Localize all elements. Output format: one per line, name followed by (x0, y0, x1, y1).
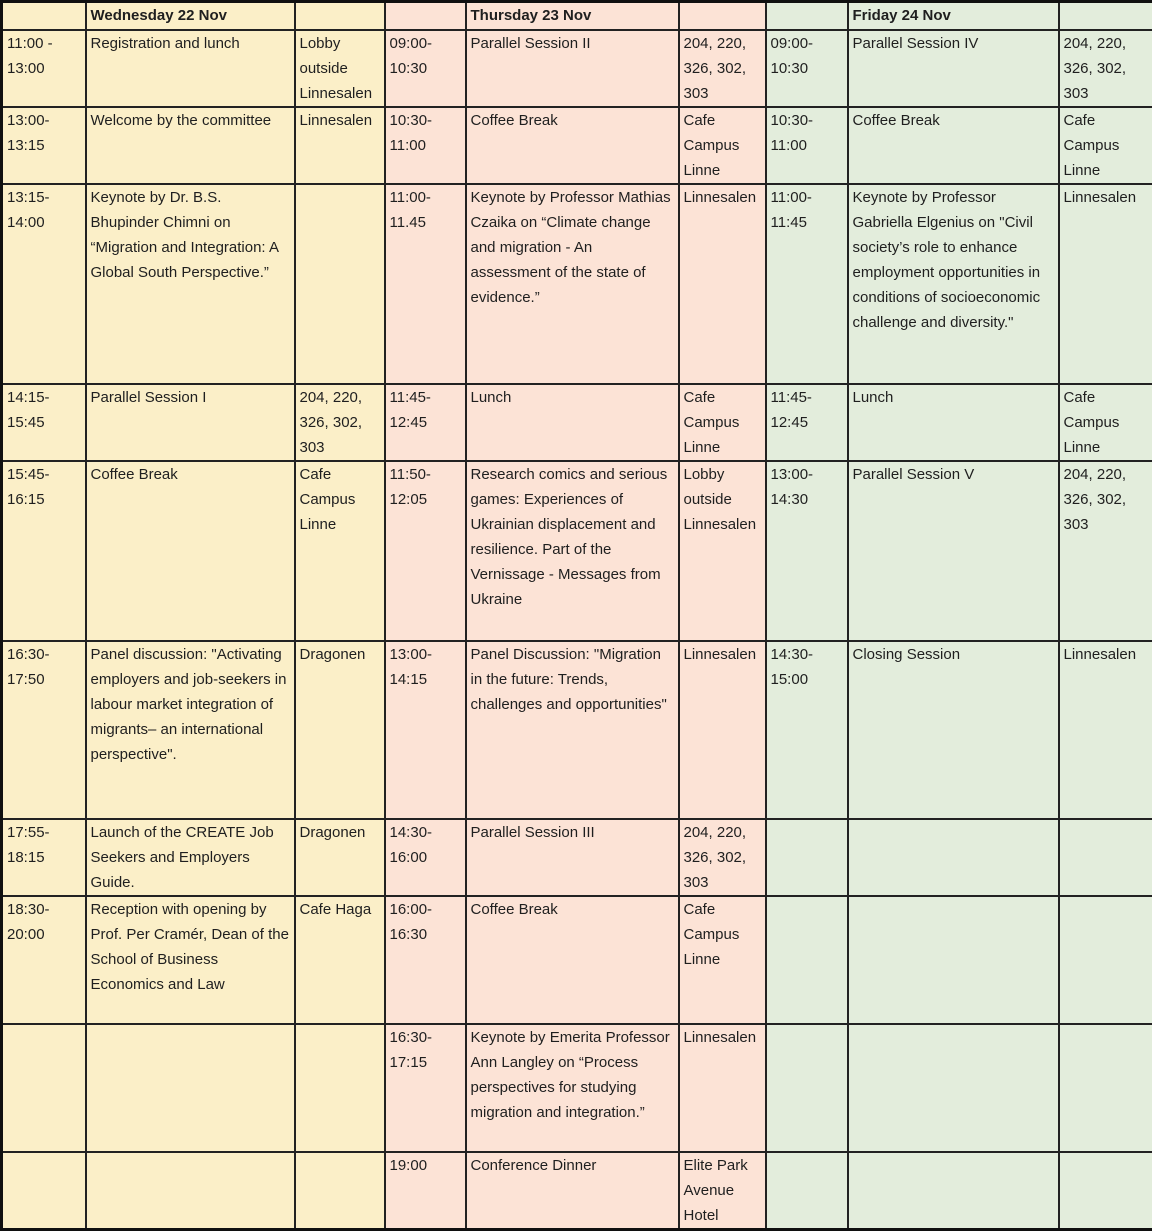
location-cell (295, 1152, 385, 1230)
location-cell (1059, 819, 1152, 896)
time-cell: 17:55-18:15 (2, 819, 86, 896)
schedule-row (2, 896, 1152, 1024)
time-cell: 11:45-12:45 (385, 384, 466, 461)
schedule-row (2, 384, 1152, 461)
location-cell: 204, 220, 326, 302, 303 (295, 384, 385, 461)
location-cell: 204, 220, 326, 302, 303 (1059, 461, 1152, 641)
event-cell: Coffee Break (86, 461, 295, 641)
wednesday-time-header-spacer (2, 2, 86, 30)
time-cell: 16:00-16:30 (385, 896, 466, 1024)
event-cell: Lunch (466, 384, 679, 461)
time-cell: 19:00 (385, 1152, 466, 1230)
event-cell: Lunch (848, 384, 1059, 461)
schedule-row (2, 819, 1152, 896)
event-cell: Panel Discussion: "Migration in the future: Trends, challenges and opportunities" (466, 641, 679, 819)
friday-time-header-spacer (766, 2, 848, 30)
event-cell: Parallel Session I (86, 384, 295, 461)
event-cell: Parallel Session IV (848, 30, 1059, 107)
event-cell: Research comics and serious games: Experiences of Ukrainian displacement and resilience. Part of the Vernissage - Messages from Ukraine (466, 461, 679, 641)
location-cell: Linnesalen (679, 1024, 766, 1152)
location-cell (1059, 896, 1152, 1024)
schedule-row (2, 1024, 1152, 1152)
location-cell (1059, 1152, 1152, 1230)
time-cell: 09:00-10:30 (766, 30, 848, 107)
time-cell (766, 1152, 848, 1230)
location-cell (295, 184, 385, 384)
location-cell (295, 1024, 385, 1152)
time-cell: 11:50-12:05 (385, 461, 466, 641)
day-header-friday: Friday 24 Nov (848, 2, 1059, 30)
time-cell: 11:45-12:45 (766, 384, 848, 461)
header-row (2, 2, 1152, 30)
location-cell: 204, 220, 326, 302, 303 (679, 819, 766, 896)
location-cell: 204, 220, 326, 302, 303 (679, 30, 766, 107)
location-cell: Cafe Haga (295, 896, 385, 1024)
time-cell: 11:00 - 13:00 (2, 30, 86, 107)
event-cell: Coffee Break (466, 107, 679, 184)
time-cell (766, 1024, 848, 1152)
location-cell: Cafe Campus Linne (295, 461, 385, 641)
event-cell: Keynote by Dr. B.S. Bhupinder Chimni on “Migration and Integration: A Global South Perspective.” (86, 184, 295, 384)
location-cell: Linnesalen (295, 107, 385, 184)
time-cell (766, 896, 848, 1024)
time-cell: 13:00-13:15 (2, 107, 86, 184)
event-cell (86, 1152, 295, 1230)
time-cell: 09:00-10:30 (385, 30, 466, 107)
time-cell: 13:15-14:00 (2, 184, 86, 384)
time-cell: 13:00-14:15 (385, 641, 466, 819)
event-cell: Welcome by the committee (86, 107, 295, 184)
event-cell (848, 1024, 1059, 1152)
event-cell: Coffee Break (466, 896, 679, 1024)
event-cell: Registration and lunch (86, 30, 295, 107)
time-cell: 14:15-15:45 (2, 384, 86, 461)
time-cell: 14:30-16:00 (385, 819, 466, 896)
time-cell: 15:45-16:15 (2, 461, 86, 641)
event-cell (848, 819, 1059, 896)
location-cell: Cafe Campus Linne (679, 384, 766, 461)
location-cell: Cafe Campus Linne (1059, 384, 1152, 461)
thursday-location-header-spacer (679, 2, 766, 30)
schedule-row (2, 641, 1152, 819)
thursday-time-header-spacer (385, 2, 466, 30)
time-cell (2, 1024, 86, 1152)
event-cell: Panel discussion: "Activating employers and job-seekers in labour market integration of migrants– an international perspective". (86, 641, 295, 819)
time-cell: 10:30-11:00 (766, 107, 848, 184)
event-cell (848, 1152, 1059, 1230)
schedule-row (2, 1152, 1152, 1230)
schedule-row (2, 184, 1152, 384)
event-cell: Closing Session (848, 641, 1059, 819)
event-cell: Keynote by Emerita Professor Ann Langley on “Process perspectives for studying migration and integration.” (466, 1024, 679, 1152)
time-cell: 16:30-17:50 (2, 641, 86, 819)
event-cell: Launch of the CREATE Job Seekers and Employers Guide. (86, 819, 295, 896)
location-cell: Elite Park Avenue Hotel (679, 1152, 766, 1230)
event-cell (86, 1024, 295, 1152)
event-cell: Coffee Break (848, 107, 1059, 184)
friday-location-header-spacer (1059, 2, 1152, 30)
location-cell: Cafe Campus Linne (679, 107, 766, 184)
time-cell: 13:00-14:30 (766, 461, 848, 641)
location-cell: Cafe Campus Linne (1059, 107, 1152, 184)
event-cell: Parallel Session III (466, 819, 679, 896)
location-cell: Dragonen (295, 641, 385, 819)
time-cell (766, 819, 848, 896)
time-cell: 16:30-17:15 (385, 1024, 466, 1152)
location-cell: Dragonen (295, 819, 385, 896)
event-cell (848, 896, 1059, 1024)
schedule-row (2, 107, 1152, 184)
time-cell: 18:30-20:00 (2, 896, 86, 1024)
event-cell: Reception with opening by Prof. Per Cramér, Dean of the School of Business Economics and Law (86, 896, 295, 1024)
event-cell: Conference Dinner (466, 1152, 679, 1230)
time-cell: 11:00-11.45 (385, 184, 466, 384)
event-cell: Parallel Session V (848, 461, 1059, 641)
time-cell: 14:30-15:00 (766, 641, 848, 819)
day-header-wednesday: Wednesday 22 Nov (86, 2, 295, 30)
schedule-row (2, 461, 1152, 641)
location-cell: Linnesalen (1059, 641, 1152, 819)
location-cell: Linnesalen (679, 184, 766, 384)
event-cell: Keynote by Professor Mathias Czaika on “Climate change and migration - An assessment of the state of evidence.” (466, 184, 679, 384)
location-cell: Lobby outside Linnesalen (295, 30, 385, 107)
location-cell: Linnesalen (1059, 184, 1152, 384)
location-cell: Cafe Campus Linne (679, 896, 766, 1024)
location-cell: Linnesalen (679, 641, 766, 819)
location-cell (1059, 1024, 1152, 1152)
location-cell: Lobby outside Linnesalen (679, 461, 766, 641)
time-cell: 11:00-11:45 (766, 184, 848, 384)
event-cell: Keynote by Professor Gabriella Elgenius on "Civil society’s role to enhance employment opportunities in conditions of socioeconomic challenge and diversity." (848, 184, 1059, 384)
schedule-row (2, 30, 1152, 107)
time-cell (2, 1152, 86, 1230)
day-header-thursday: Thursday 23 Nov (466, 2, 679, 30)
event-cell: Parallel Session II (466, 30, 679, 107)
wednesday-location-header-spacer (295, 2, 385, 30)
time-cell: 10:30-11:00 (385, 107, 466, 184)
location-cell: 204, 220, 326, 302, 303 (1059, 30, 1152, 107)
